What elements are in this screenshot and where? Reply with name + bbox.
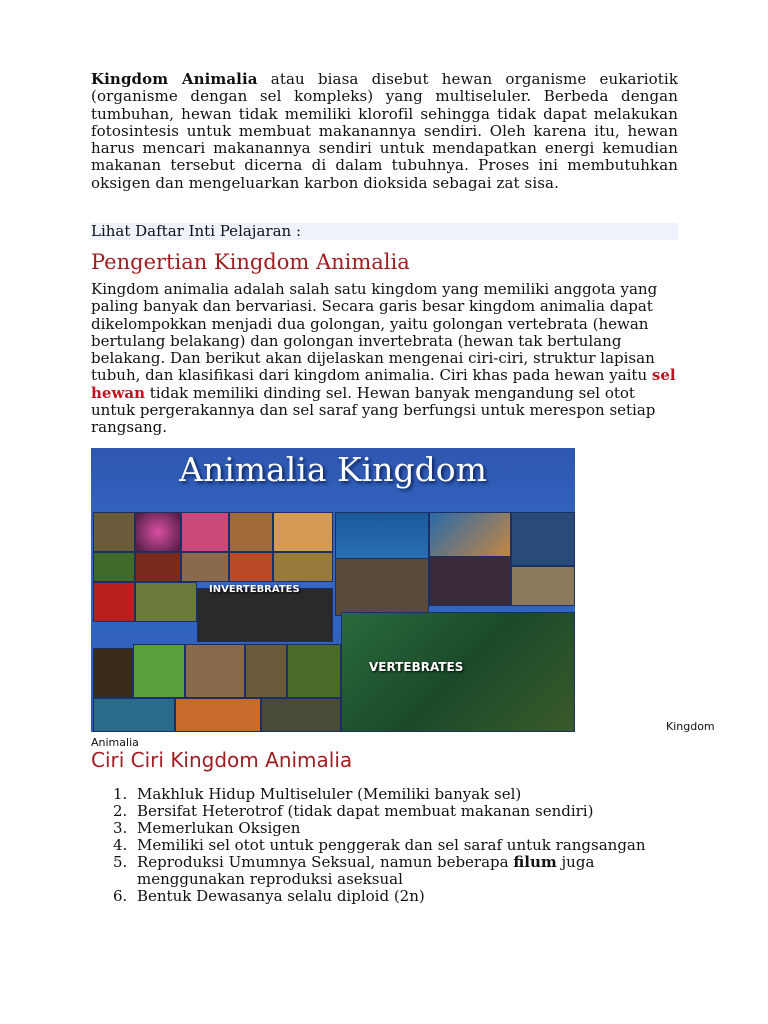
- ciri-list: [91, 786, 678, 905]
- photo-tile: [93, 582, 135, 622]
- photo-tile: [511, 512, 575, 566]
- photo-tile: [245, 644, 287, 698]
- list-item: 4. Memiliki sel otot untuk penggerak dan sel saraf untuk rangsangan: [113, 836, 646, 854]
- lihat-daftar-link[interactable]: Lihat Daftar Inti Pelajaran :: [91, 223, 678, 240]
- intro-lead: Kingdom Animalia: [91, 70, 258, 88]
- photo-tile: [335, 558, 429, 616]
- photo-tile: [181, 552, 229, 582]
- caption-kingdom: Kingdom: [666, 720, 715, 733]
- caption-animalia: Animalia: [91, 736, 139, 749]
- photo-tile: [273, 512, 333, 552]
- photo-tile: [197, 588, 333, 642]
- invertebrates-label: INVERTEBRATES: [209, 584, 300, 595]
- photo-tile: [135, 512, 181, 552]
- figure-title: Animalia Kingdom: [179, 450, 487, 489]
- pengertian-paragraph: [91, 281, 678, 437]
- pengertian-text-2: tidak memiliki dinding sel. Hewan banyak mengandung sel otot untuk pergerakannya dan sel saraf yang berfungsi untuk merespon setiap rangsang.: [91, 383, 656, 437]
- photo-tile: [133, 644, 185, 698]
- photo-tile: [181, 512, 229, 552]
- photo-tile: [93, 698, 175, 732]
- intro-text: atau biasa disebut hewan organisme eukariotik (organisme dengan sel kompleks) yang multiseluler. Berbeda dengan tumbuhan, hewan tidak memiliki klorofil sehingga tidak dapat melakukan fotosintesis untuk membuat makanannya sendiri. Oleh karena itu, hewan harus mencari makanannya sendiri untuk mendapatkan energi kemudian makanan tersebut dicerna di dalam tubuhnya. Proses ini membutuhkan oksigen dan mengeluarkan karbon dioksida sebagai zat sisa.: [91, 70, 679, 192]
- filum-link[interactable]: filum: [513, 853, 557, 871]
- photo-tile: [429, 556, 511, 606]
- list-item: 6. Bentuk Dewasanya selalu diploid (2n): [113, 887, 425, 905]
- photo-tile: [273, 552, 333, 582]
- sel-hewan-link[interactable]: sel hewan: [91, 366, 676, 402]
- intro-paragraph: [91, 71, 678, 192]
- photo-tile: [93, 552, 135, 582]
- photo-tile: [135, 552, 181, 582]
- photo-tile: [261, 698, 341, 732]
- section-title-ciri: Ciri Ciri Kingdom Animalia: [91, 748, 353, 772]
- list-item: 1. Makhluk Hidup Multiseluler (Memiliki banyak sel): [113, 785, 522, 803]
- animalia-kingdom-image: [91, 448, 575, 732]
- pengertian-text-1: Kingdom animalia adalah salah satu kingdom yang memiliki anggota yang paling banyak dan bervariasi. Secara garis besar kingdom animalia dapat dikelompokkan menjadi dua golongan, yaitu golongan vertebrata (hewan bertulang belakang) dan golongan invertebrata (hewan tak bertulang belakang. Dan berikut akan dijelaskan mengenai ciri-ciri, struktur lapisan tubuh, dan klasifikasi dari kingdom animalia. Ciri khas pada hewan yaitu: [91, 280, 658, 385]
- section-title-pengertian: Pengertian Kingdom Animalia: [91, 250, 410, 274]
- list-item: 5. Reproduksi Umumnya Seksual, namun beberapa filum juga menggunakan reproduksi aseksual: [113, 853, 595, 888]
- photo-tile: [511, 566, 575, 606]
- list-item: 3. Memerlukan Oksigen: [113, 819, 301, 837]
- photo-tile: [175, 698, 261, 732]
- photo-tile: [229, 552, 273, 582]
- photo-tile: [93, 648, 133, 698]
- photo-tile: [229, 512, 273, 552]
- photo-tile: [185, 644, 245, 698]
- photo-tile: [93, 512, 135, 552]
- photo-tile: [287, 644, 341, 698]
- vertebrates-label: VERTEBRATES: [369, 660, 464, 674]
- photo-tile: [135, 582, 197, 622]
- list-item: 2. Bersifat Heterotrof (tidak dapat membuat makanan sendiri): [113, 802, 594, 820]
